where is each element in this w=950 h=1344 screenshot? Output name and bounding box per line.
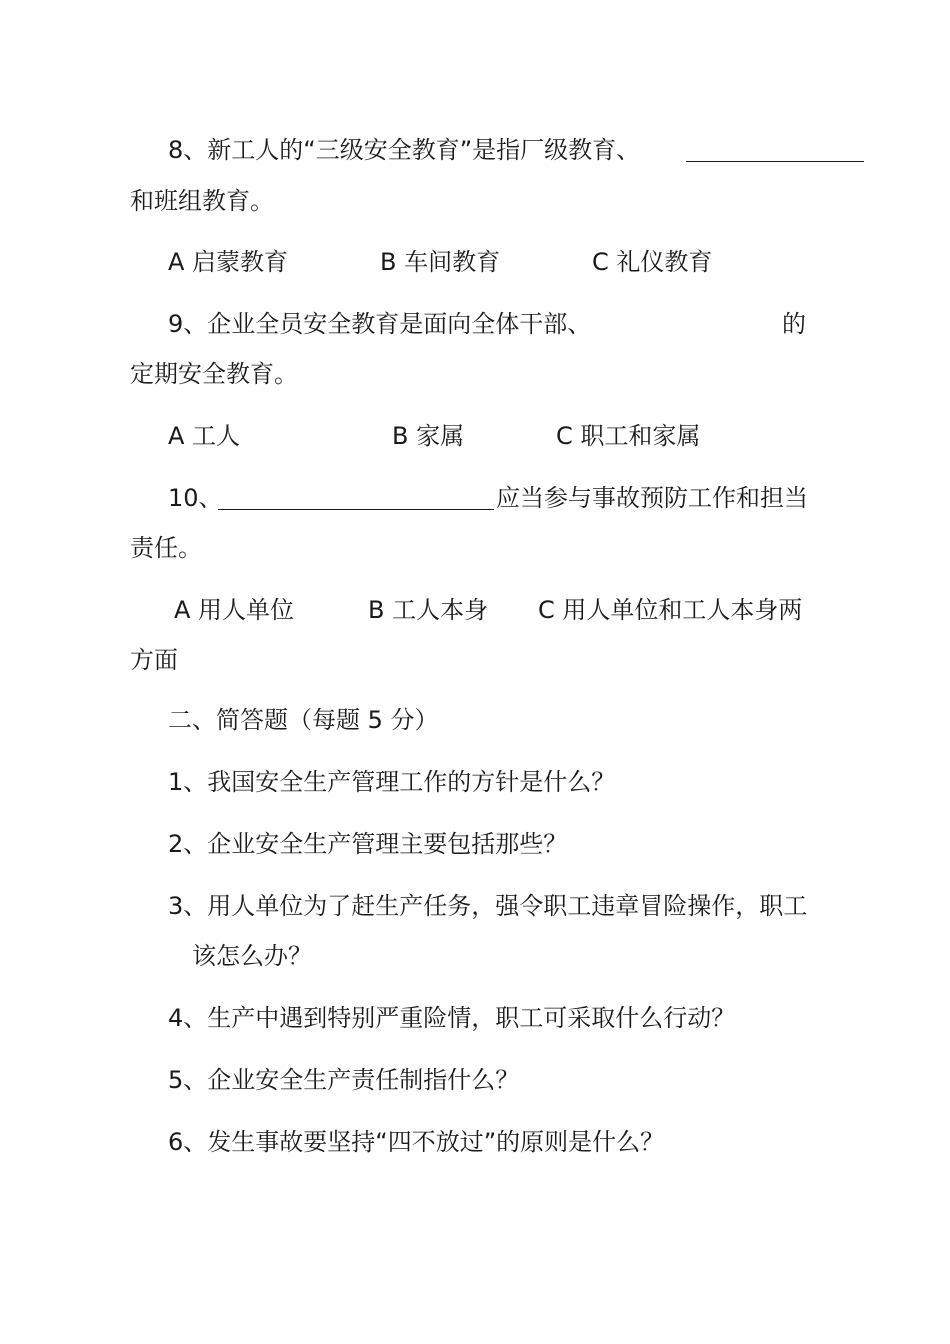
q8-line1 — [168, 134, 640, 166]
short-answer-q2: 2、企业安全生产管理主要包括那些？ — [168, 830, 568, 858]
q9-option-b: B 家属 — [392, 422, 465, 450]
q10-option-a: A 用人单位 — [174, 596, 295, 624]
q10-option-b: B 工人本身 — [368, 596, 489, 624]
q10-line1-text: 应当参与事故预防工作和担当 — [496, 484, 808, 512]
q8-option-a: A 启蒙教育 — [168, 248, 289, 276]
short-answer-q6: 6、发生事故要坚持“四不放过”的原则是什么？ — [168, 1128, 665, 1156]
section2-heading: 二、简答题（每题 5 分） — [168, 706, 439, 734]
q9-option-c: C 职工和家属 — [556, 422, 701, 450]
q8-option-b: B 车间教育 — [380, 248, 501, 276]
short-answer-q5: 5、企业安全生产责任制指什么？ — [168, 1066, 520, 1094]
q10-line2: 责任。 — [130, 534, 202, 562]
q8-blank — [686, 137, 864, 162]
q8-text: 8、新工人的“三级安全教育”是指厂级教育、 — [168, 136, 641, 164]
q10-number: 10、 — [168, 484, 223, 512]
short-answer-q3-wrap: 该怎么办？ — [192, 942, 312, 970]
q10-option-c: C 用人单位和工人本身两 — [538, 596, 803, 624]
q9-line1-text: 9、企业全员安全教育是面向全体干部、 — [168, 310, 592, 338]
short-answer-q1: 1、我国安全生产管理工作的方针是什么？ — [168, 768, 616, 796]
q8-line2: 和班组教育。 — [130, 187, 274, 215]
q10-option-c-wrap: 方面 — [130, 646, 178, 674]
q9-option-a: A 工人 — [168, 422, 241, 450]
q9-line1-end: 的 — [782, 310, 806, 338]
q9-line2: 定期安全教育。 — [130, 360, 298, 388]
q8-option-c: C 礼仪教育 — [592, 248, 713, 276]
q10-blank — [218, 485, 494, 510]
short-answer-q4: 4、生产中遇到特别严重险情，职工可采取什么行动？ — [168, 1004, 736, 1032]
short-answer-q3: 3、用人单位为了赶生产任务，强令职工违章冒险操作，职工 — [168, 892, 808, 920]
